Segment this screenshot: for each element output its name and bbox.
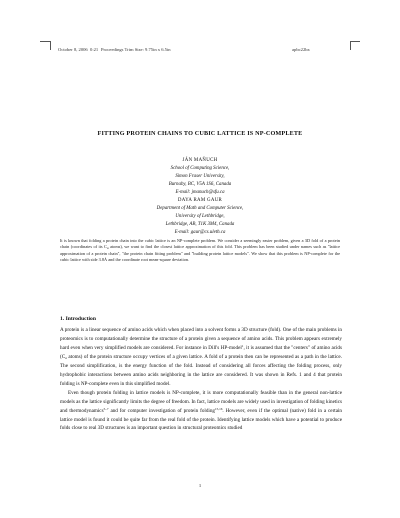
author-affiliation-line: University of Lethbridge, [175,213,225,219]
author-2 [50,197,350,237]
author-affiliation-line: Department of Math and Computer Science, [156,205,244,211]
header-proceedings: Proceedings Trim Size: 9.75in x 6.5in [101,47,171,52]
section-heading: 1. Introduction [60,316,96,322]
crop-mark-top-right [350,41,360,42]
crop-mark-top-left-vertical [50,41,51,50]
author-affiliation-line: School of Computing Science, [170,165,230,171]
author-affiliation-line: Simon Fraser University, [175,173,225,179]
abstract: It is known that folding a protein chain into the cubic lattice is an NP-complete problem. We consider a seemingly easier problem, given a 3D fold of a protein chain (coordinates of its $C_\alpha$ atoms), we want to find the closest lattice approximation of this fold. This problem has been studied under names such as "lattice approximation of a protein chain", "the protein chain fitting problem" and "building protein lattice models". We show that this problem is NP-complete for the cubic lattice with side 3.8Å and the coordinate root mean-square deviation. [60,238,340,263]
author-name: JÁN MAŇUCH [182,158,218,163]
paragraph: A protein is a linear sequence of amino acids which when placed into a solvent forms a 3D structure (fold). One of the main problems in proteomics is to computationally determine the structure of a protein given a sequence of amino acids. This problem appears extremely hard even when very simplified models are considered. For instance in Dill's HP-model$^1$, it is assumed that the "centers" of amino acids ($C_\alpha$ atoms) of the protein structure occupy vertices of a given lattice. A fold of a protein then can be represented as a path in the lattice. The second simplification, is the energy function of the fold. Instead of considering all forces affecting the folding process, only hydrophobic interactions between amino acids neighboring in the lattice are considered. It was shown in Refs. 1 and 4 that protein folding is NP-complete even in this simplified model. [60,327,343,387]
header-date: October 8, 2006 0:21 [58,47,99,52]
header-paper-code: apbc22bx [292,47,310,52]
paper-title: FITTING PROTEIN CHAINS TO CUBIC LATTICE IS NP-COMPLETE [97,130,303,137]
paragraph: Even though protein folding in lattice models is NP-complete, it is more computationally feasible than in the general non-lattice models as the lattice significantly limits the degree of freedom. In fact, lattice models are widely used in investigation of folding kinetics and thermodynamics$^{5-7}$ and for computer investigation of protein folding$^{15,16}$. However, even if the optimal (native) fold in a certain lattice model is found it could be quite far from the real fold of the protein. Identifying lattice models which have a potential to produce folds close to real 3D structures is an important question in structural proteomics studied [60,389,342,432]
author-email: E-mail: gaur@cs.uleth.ca [174,229,226,235]
author-name: DAYA RAM GAUR [177,198,223,203]
body-text [60,326,342,433]
author-affiliation-line: Burnaby, BC, V5A 1S6, Canada [168,181,232,187]
crop-mark-top-left [40,41,50,42]
author-affiliation-line: Lethbridge, AB, T1K 3M4, Canada [165,221,235,227]
crop-mark-top-right-vertical [350,41,351,50]
page-number: 1 [198,483,202,488]
author-email: E-mail: jmanuch@sfu.ca [175,189,225,195]
author-1 [50,157,350,197]
